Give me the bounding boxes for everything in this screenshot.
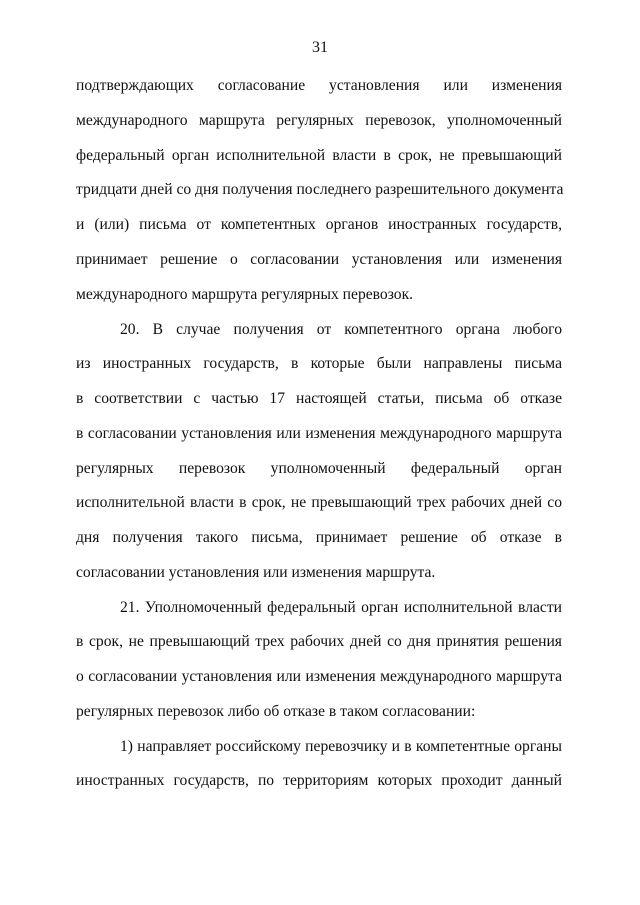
text-line: принимает решение о согласовании установления или изменения (76, 251, 562, 268)
text-line: подтверждающих согласование установления или изменения (76, 77, 562, 94)
text-line: из иностранных государств, в которые были направлены письма (76, 355, 562, 372)
text-line: 21. Уполномоченный федеральный орган исполнительной власти (120, 599, 562, 616)
text-line: и (или) письма от компетентных органов иностранных государств, (76, 216, 562, 233)
text-line: в срок, не превышающий трех рабочих дней со дня принятия решения (76, 633, 562, 650)
text-line: о согласовании установления или изменения международного маршрута (76, 668, 562, 685)
text-line: согласовании установления или изменения маршрута. (76, 564, 436, 581)
text-line: исполнительной власти в срок, не превышающий трех рабочих дней со (76, 494, 562, 511)
text-line: федеральный орган исполнительной власти в срок, не превышающий (76, 147, 562, 164)
text-line: в соответствии с частью 17 настоящей статьи, письма об отказе (76, 390, 562, 407)
text-line: международного маршрута регулярных перевозок, уполномоченный (76, 112, 562, 129)
text-line: 1) направляет российскому перевозчику и в компетентные органы (120, 738, 562, 755)
text-line: иностранных государств, по территориям которых проходит данный (76, 772, 562, 789)
text-line: регулярных перевозок уполномоченный федеральный орган (76, 460, 562, 477)
text-line: тридцати дней со дня получения последнего разрешительного документа (76, 181, 564, 198)
text-line: международного маршрута регулярных перевозок. (76, 286, 414, 303)
text-line: в согласовании установления или изменения международного маршрута (76, 425, 562, 442)
text-line: дня получения такого письма, принимает решение об отказе в (76, 529, 562, 546)
text-line: регулярных перевозок либо об отказе в таком согласовании: (76, 703, 476, 720)
text-line: 20. В случае получения от компетентного органа любого (120, 321, 562, 338)
page-number: 31 (312, 39, 328, 56)
